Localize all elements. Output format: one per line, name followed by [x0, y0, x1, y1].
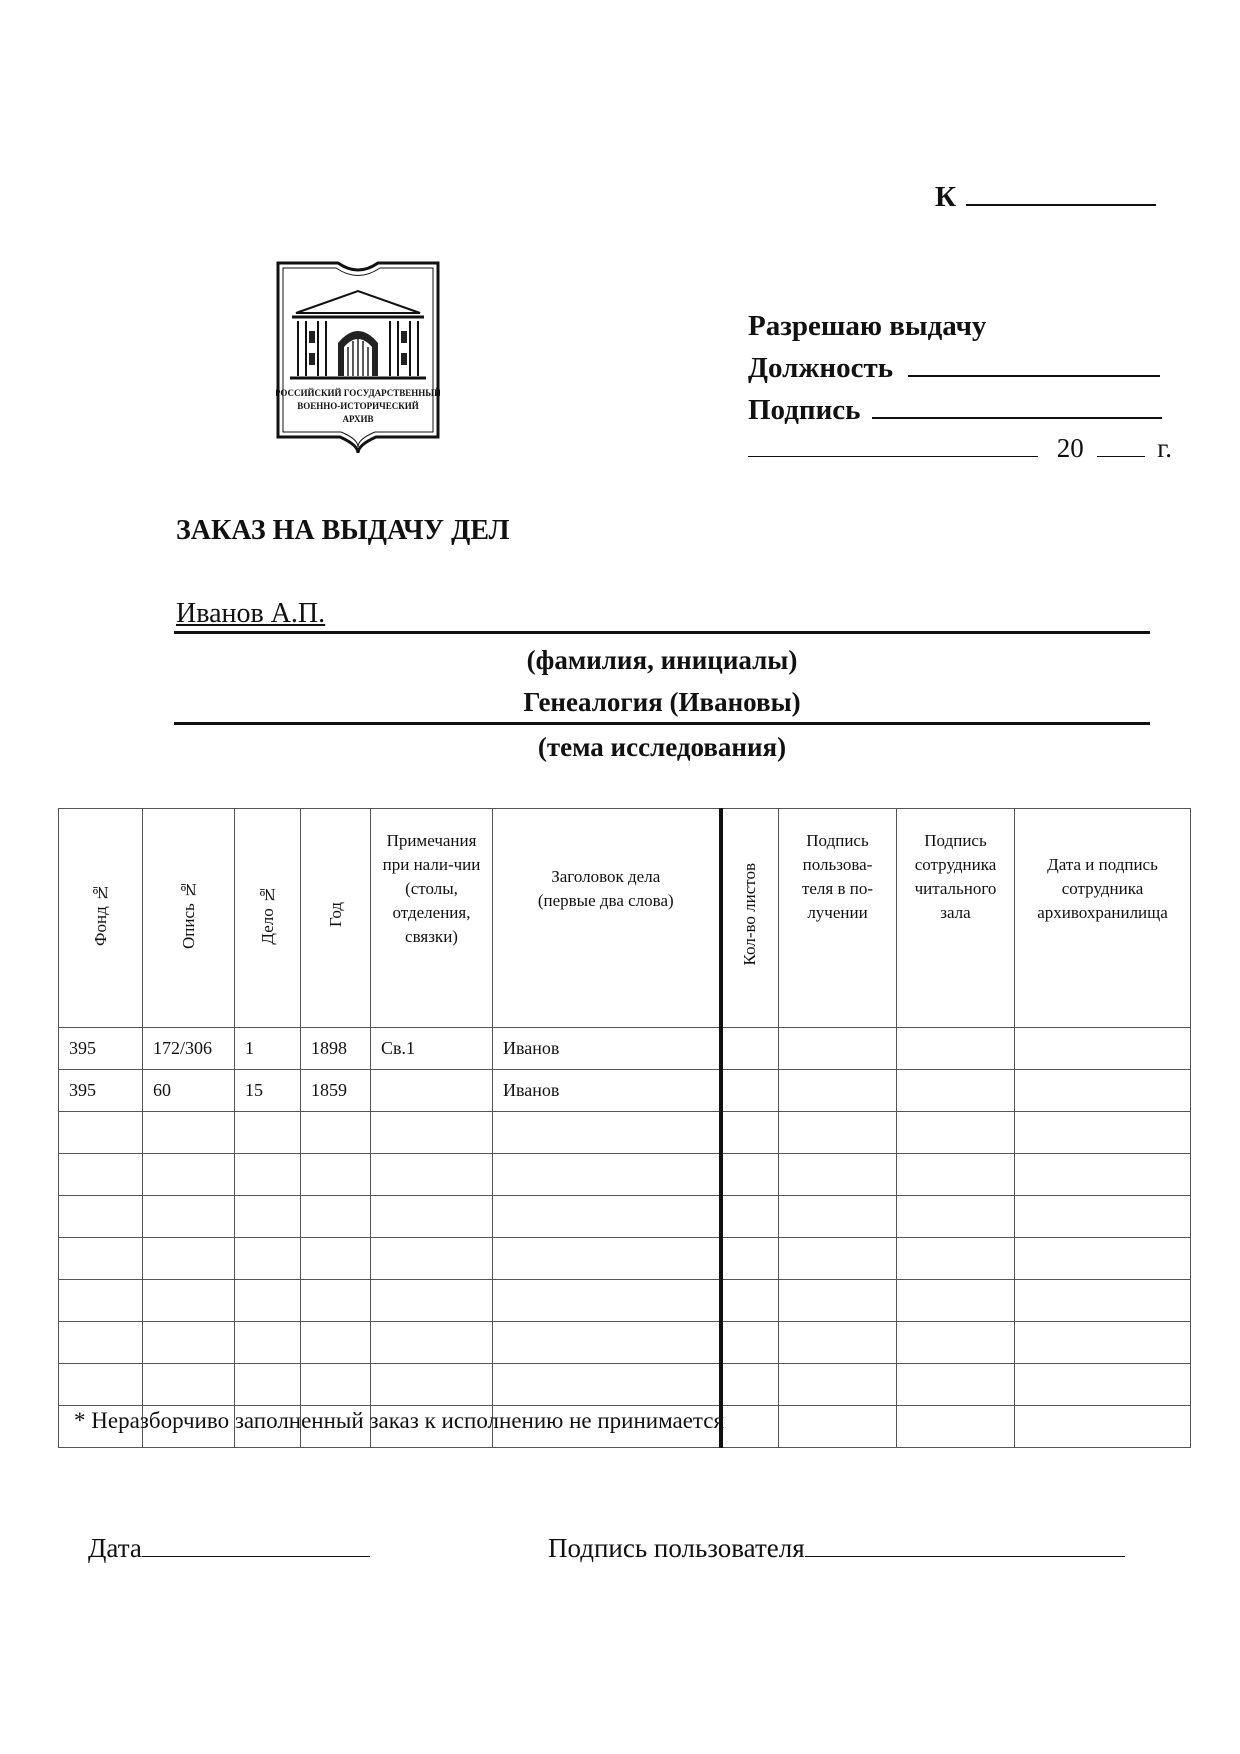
cell-notes[interactable]: [371, 1154, 493, 1196]
topic-rule: [174, 722, 1150, 725]
addressee-field[interactable]: [966, 178, 1156, 206]
cell-delo[interactable]: [235, 1322, 301, 1364]
header-user-sign: Подпись пользова-теля в по-лучении: [779, 809, 897, 1028]
cell-fond[interactable]: [59, 1154, 143, 1196]
table-row: [59, 1364, 1191, 1406]
cell-fond[interactable]: 395: [59, 1070, 143, 1112]
cell-notes[interactable]: Св.1: [371, 1028, 493, 1070]
cell-opis[interactable]: 172/306: [143, 1028, 235, 1070]
cell-fond[interactable]: [59, 1112, 143, 1154]
header-opis: Опись №: [143, 809, 235, 1028]
cell-staff-sign[interactable]: [897, 1238, 1015, 1280]
cell-god[interactable]: [301, 1154, 371, 1196]
cell-notes[interactable]: [371, 1196, 493, 1238]
approval-date-row: [748, 432, 1172, 464]
year-field[interactable]: [1097, 432, 1145, 457]
cell-staff-sign[interactable]: [897, 1112, 1015, 1154]
cell-god[interactable]: [301, 1364, 371, 1406]
cell-opis[interactable]: [143, 1322, 235, 1364]
cell-title[interactable]: Иванов: [493, 1028, 721, 1070]
cell-delo[interactable]: [235, 1364, 301, 1406]
table-row: [59, 1154, 1191, 1196]
cell-sheets[interactable]: [721, 1154, 779, 1196]
table-row: [59, 1112, 1191, 1154]
cell-delo[interactable]: [235, 1238, 301, 1280]
cell-storage-sign[interactable]: [1015, 1238, 1191, 1280]
cell-sheets[interactable]: [721, 1364, 779, 1406]
position-label: Должность: [748, 352, 894, 384]
cell-staff-sign[interactable]: [897, 1322, 1015, 1364]
orders-table: [58, 808, 1191, 1448]
cell-storage-sign[interactable]: [1015, 1028, 1191, 1070]
cell-user-sign[interactable]: [779, 1280, 897, 1322]
approval-block: [748, 305, 1162, 431]
year-prefix: 20: [1056, 433, 1084, 463]
cell-delo[interactable]: [235, 1154, 301, 1196]
footer-date-field[interactable]: [142, 1530, 370, 1557]
approval-date-field[interactable]: [748, 432, 1038, 457]
position-field[interactable]: [908, 347, 1160, 377]
header-sheets: Кол-во листов: [721, 809, 779, 1028]
cell-delo[interactable]: [235, 1112, 301, 1154]
cell-user-sign[interactable]: [779, 1112, 897, 1154]
cell-delo[interactable]: 15: [235, 1070, 301, 1112]
logo-text-line1: РОССИЙСКИЙ ГОСУДАРСТВЕННЫЙ: [276, 388, 440, 398]
cell-god[interactable]: [301, 1112, 371, 1154]
cell-fond[interactable]: [59, 1238, 143, 1280]
signature-label: Подпись: [748, 394, 861, 426]
cell-storage-sign[interactable]: [1015, 1322, 1191, 1364]
header-fond: Фонд №: [59, 809, 143, 1028]
footer-date-row: [88, 1530, 370, 1564]
cell-staff-sign[interactable]: [897, 1028, 1015, 1070]
table-row: [59, 1280, 1191, 1322]
cell-storage-sign[interactable]: [1015, 1196, 1191, 1238]
cell-sheets[interactable]: [721, 1028, 779, 1070]
logo-text-line3: АРХИВ: [342, 414, 374, 424]
table-header-row: [59, 809, 1191, 1028]
cell-god[interactable]: 1898: [301, 1028, 371, 1070]
cell-sheets[interactable]: [721, 1196, 779, 1238]
cell-storage-sign[interactable]: [1015, 1406, 1191, 1448]
cell-fond[interactable]: [59, 1364, 143, 1406]
archive-logo-emblem-icon: [276, 261, 440, 455]
approve-title: Разрешаю выдачу: [748, 310, 987, 342]
table-row: [59, 1196, 1191, 1238]
table-row: [59, 1238, 1191, 1280]
cell-notes[interactable]: [371, 1322, 493, 1364]
table-row: [59, 1322, 1191, 1364]
cell-notes[interactable]: [371, 1070, 493, 1112]
footnote: * Неразборчиво заполненный заказ к исполнению не принимается: [74, 1408, 725, 1433]
footer-signature-label: Подпись пользователя: [548, 1533, 805, 1563]
header-delo: Дело №: [235, 809, 301, 1028]
header-notes: Примечания при нали-чии (столы, отделения, связки): [371, 809, 493, 1028]
cell-notes[interactable]: [371, 1112, 493, 1154]
cell-sheets[interactable]: [721, 1322, 779, 1364]
cell-user-sign[interactable]: [779, 1322, 897, 1364]
cell-storage-sign[interactable]: [1015, 1280, 1191, 1322]
cell-storage-sign[interactable]: [1015, 1112, 1191, 1154]
cell-user-sign[interactable]: [779, 1364, 897, 1406]
cell-staff-sign[interactable]: [897, 1196, 1015, 1238]
research-topic[interactable]: Генеалогия (Ивановы): [523, 687, 801, 717]
addressee-prefix: К: [935, 181, 957, 213]
cell-title[interactable]: [493, 1322, 721, 1364]
cell-opis[interactable]: [143, 1364, 235, 1406]
cell-notes[interactable]: [371, 1364, 493, 1406]
cell-fond[interactable]: [59, 1322, 143, 1364]
name-caption: (фамилия, инициалы): [526, 645, 798, 675]
researcher-name[interactable]: Иванов А.П.: [176, 598, 326, 629]
cell-user-sign[interactable]: [779, 1238, 897, 1280]
cell-title[interactable]: [493, 1238, 721, 1280]
cell-sheets[interactable]: [721, 1406, 779, 1448]
cell-staff-sign[interactable]: [897, 1154, 1015, 1196]
table-row: [59, 1028, 1191, 1070]
cell-sheets[interactable]: [721, 1070, 779, 1112]
cell-notes[interactable]: [371, 1238, 493, 1280]
cell-sheets[interactable]: [721, 1280, 779, 1322]
cell-delo[interactable]: [235, 1280, 301, 1322]
signature-row: [748, 389, 1162, 431]
signature-field[interactable]: [872, 389, 1162, 419]
cell-title[interactable]: [493, 1154, 721, 1196]
cell-user-sign[interactable]: [779, 1196, 897, 1238]
footer-signature-row: [548, 1530, 1125, 1564]
year-suffix: г.: [1157, 433, 1173, 463]
cell-storage-sign[interactable]: [1015, 1364, 1191, 1406]
archive-logo: [276, 261, 440, 455]
cell-staff-sign[interactable]: [897, 1406, 1015, 1448]
cell-god[interactable]: [301, 1238, 371, 1280]
cell-sheets[interactable]: [721, 1112, 779, 1154]
cell-opis[interactable]: [143, 1196, 235, 1238]
topic-caption: (тема исследования): [537, 732, 787, 762]
cell-user-sign[interactable]: [779, 1070, 897, 1112]
document-title: ЗАКАЗ НА ВЫДАЧУ ДЕЛ: [176, 515, 510, 546]
cell-opis[interactable]: [143, 1154, 235, 1196]
cell-storage-sign[interactable]: [1015, 1070, 1191, 1112]
position-row: [748, 347, 1162, 389]
cell-god[interactable]: 1859: [301, 1070, 371, 1112]
cell-title[interactable]: Иванов: [493, 1070, 721, 1112]
cell-opis[interactable]: [143, 1238, 235, 1280]
cell-title[interactable]: [493, 1112, 721, 1154]
header-storage-sign: Дата и подпись сотрудника архивохранилища: [1015, 809, 1191, 1028]
cell-staff-sign[interactable]: [897, 1364, 1015, 1406]
addressee-line: [935, 178, 1156, 214]
cell-storage-sign[interactable]: [1015, 1154, 1191, 1196]
cell-delo[interactable]: 1: [235, 1028, 301, 1070]
header-title: Заголовок дела (первые два слова): [493, 809, 721, 1028]
header-staff-sign: Подпись сотрудника читального зала: [897, 809, 1015, 1028]
cell-opis[interactable]: [143, 1112, 235, 1154]
header-god: Год: [301, 809, 371, 1028]
cell-opis[interactable]: [143, 1280, 235, 1322]
cell-title[interactable]: [493, 1196, 721, 1238]
name-rule: [174, 631, 1150, 634]
cell-god[interactable]: [301, 1196, 371, 1238]
cell-fond[interactable]: [59, 1280, 143, 1322]
cell-sheets[interactable]: [721, 1238, 779, 1280]
cell-fond[interactable]: [59, 1196, 143, 1238]
footer-date-label: Дата: [88, 1533, 142, 1563]
cell-notes[interactable]: [371, 1280, 493, 1322]
cell-title[interactable]: [493, 1280, 721, 1322]
cell-god[interactable]: [301, 1322, 371, 1364]
cell-opis[interactable]: 60: [143, 1070, 235, 1112]
cell-user-sign[interactable]: [779, 1028, 897, 1070]
footer-signature-field[interactable]: [805, 1530, 1125, 1557]
cell-user-sign[interactable]: [779, 1406, 897, 1448]
cell-user-sign[interactable]: [779, 1154, 897, 1196]
cell-delo[interactable]: [235, 1196, 301, 1238]
cell-god[interactable]: [301, 1280, 371, 1322]
cell-title[interactable]: [493, 1364, 721, 1406]
cell-fond[interactable]: 395: [59, 1028, 143, 1070]
cell-staff-sign[interactable]: [897, 1070, 1015, 1112]
table-row: [59, 1070, 1191, 1112]
cell-staff-sign[interactable]: [897, 1280, 1015, 1322]
logo-text-line2: ВОЕННО-ИСТОРИЧЕСКИЙ: [297, 401, 419, 411]
